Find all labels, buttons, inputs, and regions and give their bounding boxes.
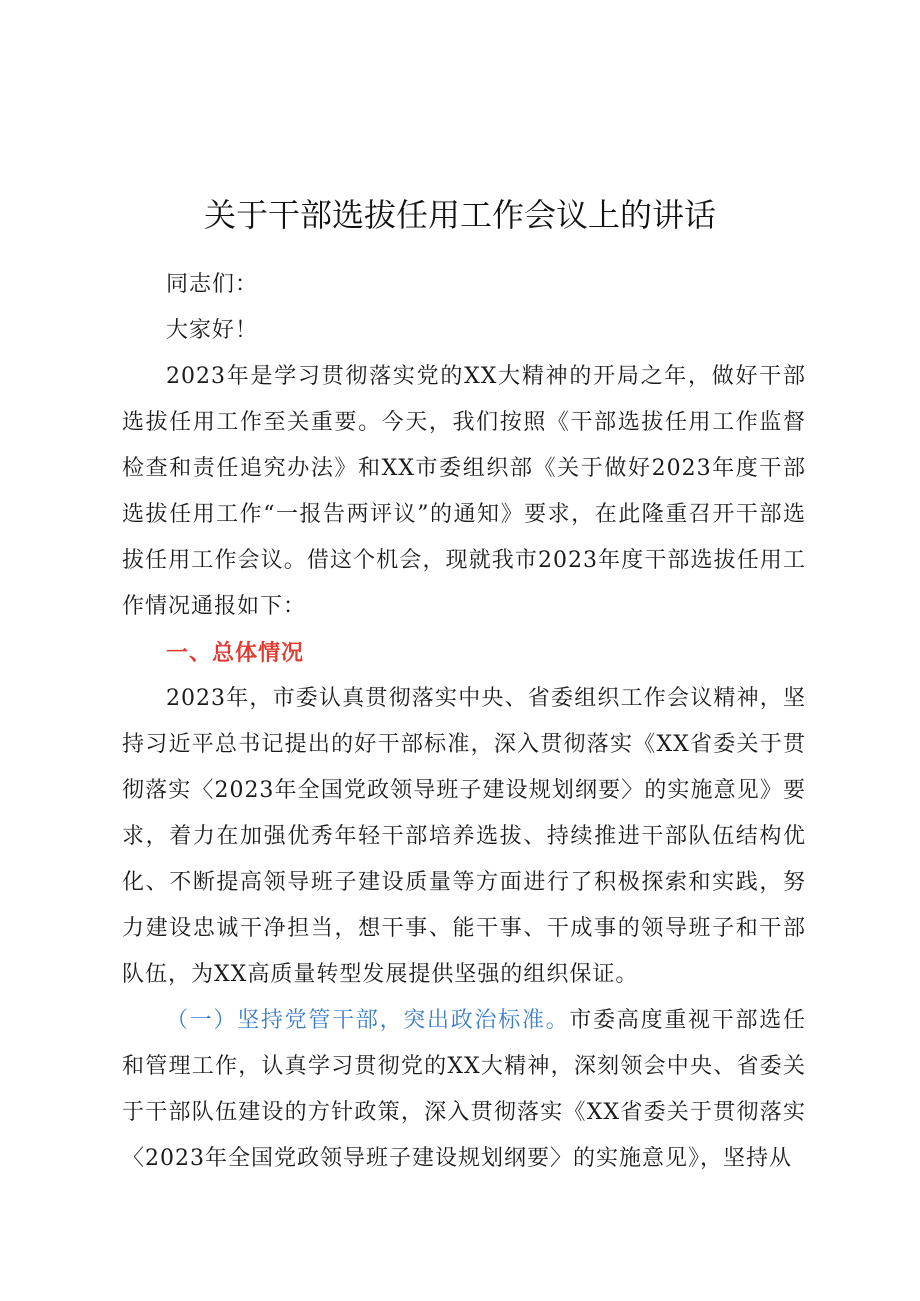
document-body [122, 262, 806, 1182]
greeting: 大家好！ [166, 318, 259, 343]
section-paragraph: 2023年，市委认真贯彻落实中央、省委组织工作会议精神，坚持习近平总书记提出的好干部标准，深入贯彻落实《XX省委关于贯彻落实〈2023年全国党政领导班子建设规划纲要〉的实施意见》要求，着力在加强优秀年轻干部培养选拔、持续推进干部队伍结构优化、不断提高领导班子建设质量等方面进行了积极探索和实践，努力建设忠诚干净担当，想干事、能干事、干成事的领导班子和干部队伍，为XX高质量转型发展提供坚强的组织保证。 [122, 686, 806, 987]
subsection-paragraph [122, 998, 806, 1182]
document-title: 关于干部选拔任用工作会议上的讲话 [203, 196, 716, 234]
salutation: 同志们： [166, 272, 259, 297]
intro-paragraph: 2023年是学习贯彻落实党的XX大精神的开局之年，做好干部选拔任用工作至关重要。今天，我们按照《干部选拔任用工作监督检查和责任追究办法》和XX市委组织部《关于做好2023年度干部选拔任用工作“一报告两评议”的通知》要求，在此隆重召开干部选拔任用工作会议。借这个机会，现就我市2023年度干部选拔任用工作情况通报如下： [122, 364, 806, 619]
subsection-text: 市委高度重视干部选任和管理工作，认真学习贯彻党的XX大精神，深刻领会中央、省委关于干部队伍建设的方针政策，深入贯彻落实《XX省委关于贯彻落实〈2023年全国党政领导班子建设规划纲要〉的实施意见》，坚持从 [122, 1008, 806, 1171]
subsection-lead: （一）坚持党管干部，突出政治标准。 [166, 1008, 570, 1033]
section-heading: 一、总体情况 [166, 640, 305, 666]
